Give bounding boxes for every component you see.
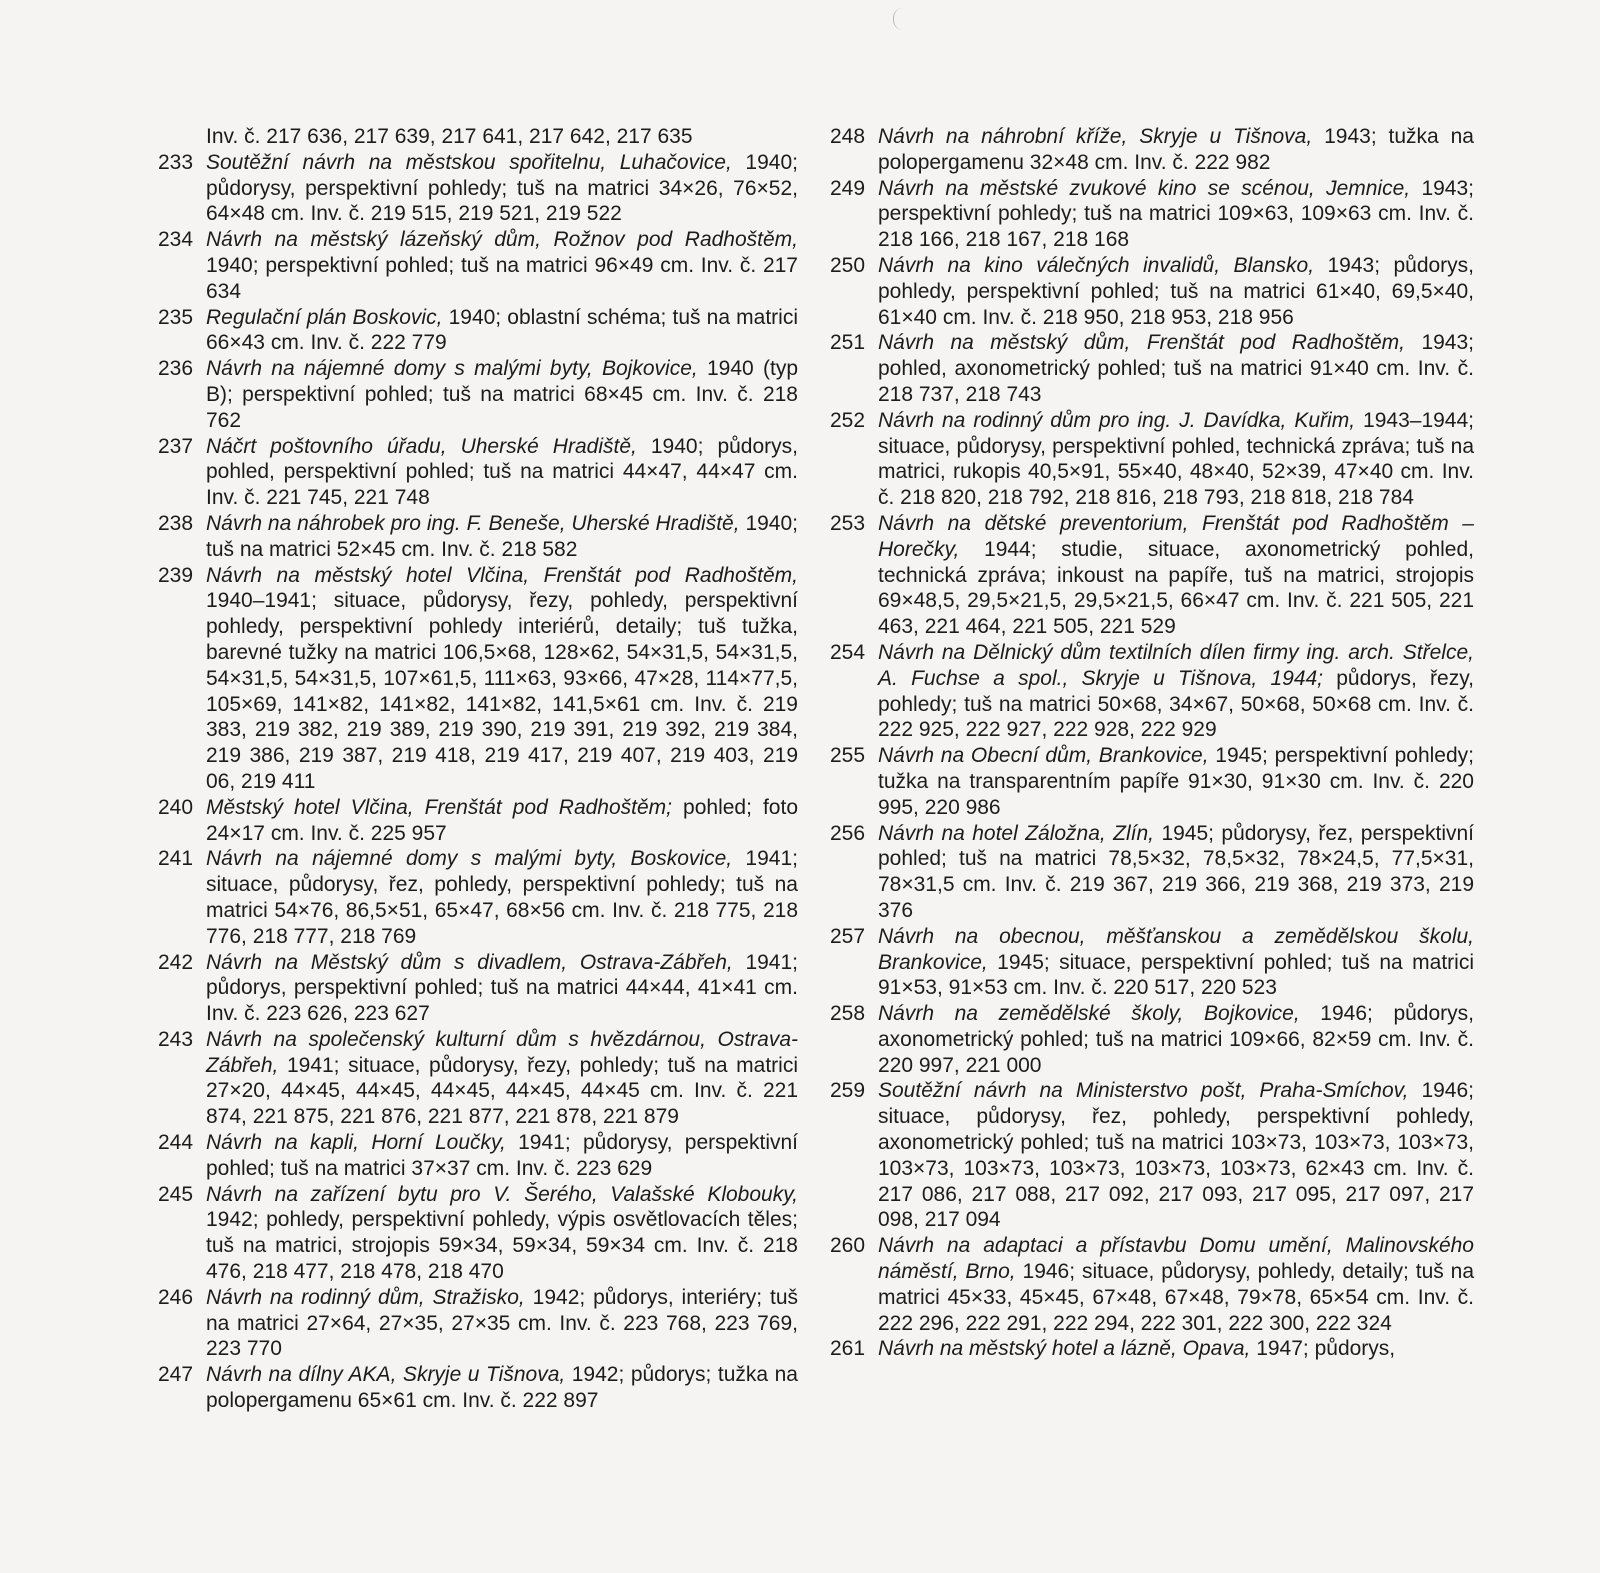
entry-number: 257 xyxy=(830,924,866,948)
entry-details: 1940–1941; situace, půdorysy, řezy, pohledy, perspektivní pohledy, perspektivní pohledy interiérů, detaily; tuš tužka, barevné tužky na matrici 106,5×68, 128×62, 54×31,5, 54×31,5, 54×31,5, 54×31,5, 107×61,5, 111×63, 93×66, 47×28, 114×77,5, 105×69, 141×82, 141×82, 141×82, 141,5×61 cm. Inv. č. 219 383, 219 382, 219 389, 219 390, 219 391, 219 392, 219 384, 219 386, 219 387, 219 418, 219 417, 219 407, 219 403, 219 06, 219 411 xyxy=(206,589,798,793)
entry-details: 1943; perspektivní pohledy; tuš na matrici 109×63, 109×63 cm. Inv. č. 218 166, 218 167, 218 168 xyxy=(878,176,1474,252)
entry-details: 1945; půdorysy, řez, perspektivní pohled; tuš na matrici 78,5×32, 78,5×32, 78×24,5, 77,5×31, 78×31,5 cm. Inv. č. 219 367, 219 366, 219 368, 219 373, 219 376 xyxy=(878,821,1474,922)
entry-title: Náčrt poštovního úřadu, Uherské Hradiště, xyxy=(206,434,637,458)
entry-number: 246 xyxy=(158,1285,194,1309)
entry-number: 259 xyxy=(830,1079,866,1103)
catalogue-entry xyxy=(158,1027,798,1130)
left-column xyxy=(158,124,798,1414)
entry-title: Návrh na městský lázeňský dům, Rožnov pod Radhoštěm, xyxy=(206,228,798,252)
catalogue-entry xyxy=(158,434,798,511)
entry-number: 239 xyxy=(158,563,194,587)
entry-title: Návrh na Městský dům s divadlem, Ostrava-Zábřeh, xyxy=(206,950,733,974)
entry-number: 236 xyxy=(158,357,194,381)
entry-title: Návrh na náhrobní kříže, Skryje u Tišnova, xyxy=(878,125,1313,148)
pencil-mark xyxy=(893,8,904,30)
entry-details: 1947; půdorys, xyxy=(1250,1337,1396,1361)
catalogue-entry xyxy=(830,176,1474,253)
catalogue-entry xyxy=(830,640,1474,743)
entry-title: Návrh na rodinný dům, Stražisko, xyxy=(206,1285,525,1309)
entry-title: Návrh na obecnou, měšťanskou a zemědělskou školu, Brankovice, xyxy=(878,924,1474,974)
entry-details: 1940; tuš na matrici 52×45 cm. Inv. č. 218 582 xyxy=(206,511,798,561)
entry-details: 1945; situace, perspektivní pohled; tuš na matrici 91×53, 91×53 cm. Inv. č. 220 517, 220 523 xyxy=(878,950,1474,1000)
entry-title: Návrh na městský hotel a lázně, Opava, xyxy=(878,1337,1251,1361)
catalogue-entry xyxy=(830,821,1474,924)
catalogue-entry xyxy=(158,1182,798,1285)
entry-number: 241 xyxy=(158,847,194,871)
entry-title: Návrh na kapli, Horní Loučky, xyxy=(206,1131,506,1155)
entry-title: Návrh na městský hotel Vlčina, Frenštát pod Radhoštěm, xyxy=(206,563,798,587)
entry-title: Návrh na dílny AKA, Skryje u Tišnova, xyxy=(206,1363,566,1387)
entry-details: 1942; půdorys; tužka na polopergamenu 65×61 cm. Inv. č. 222 897 xyxy=(206,1363,798,1413)
entry-details: 1943; tužka na polopergamenu 32×48 cm. Inv. č. 222 982 xyxy=(878,125,1474,174)
entry-number: 233 xyxy=(158,150,194,174)
catalogue-entry xyxy=(830,253,1474,330)
entry-number: 237 xyxy=(158,434,194,458)
entry-number: 245 xyxy=(158,1182,194,1206)
entry-details: 1942; pohledy, perspektivní pohledy, výpis osvětlovacích těles; tuš na matrici, strojopis 59×34, 59×34, 59×34 cm. Inv. č. 218 476, 218 477, 218 478, 218 470 xyxy=(206,1208,798,1284)
entry-details: 1941; půdorys, perspektivní pohled; tuš na matrici 44×44, 41×41 cm. Inv. č. 223 626, 223 627 xyxy=(206,950,798,1026)
catalogue-entry xyxy=(158,1285,798,1362)
entry-details: 1946; situace, půdorysy, řez, pohledy, perspektivní pohledy, axonometrický pohled; tuš na matrici 103×73, 103×73, 103×73, 103×73, 103×73, 103×73, 103×73, 103×73, 62×43 cm. Inv. č. 217 086, 217 088, 217 092, 217 093, 217 095, 217 097, 217 098, 217 094 xyxy=(878,1079,1474,1232)
entry-details: 1941; situace, půdorysy, řezy, pohledy; tuš na matrici 27×20, 44×45, 44×45, 44×45, 44×45, 44×45 cm. Inv. č. 221 874, 221 875, 221 876, 221 877, 221 878, 221 879 xyxy=(206,1053,798,1129)
entry-details: 1941; půdorysy, perspektivní pohled; tuš na matrici 37×37 cm. Inv. č. 223 629 xyxy=(206,1131,799,1180)
entry-details: 1941; situace, půdorysy, řez, pohledy, perspektivní pohledy; tuš na matrici 54×76, 86,5×51, 65×47, 68×56 cm. Inv. č. 218 775, 218 776, 218 777, 218 769 xyxy=(206,847,798,948)
catalogue-entry xyxy=(830,408,1474,511)
entry-details: 1940; půdorys, pohled, perspektivní pohled; tuš na matrici 44×47, 44×47 cm. Inv. č. 221 745, 221 748 xyxy=(206,434,798,510)
entry-number: 258 xyxy=(830,1002,866,1026)
entry-details: 1945; perspektivní pohledy; tužka na transparentním papíře 91×30, 91×30 cm. Inv. č. 220 995, 220 986 xyxy=(878,744,1474,819)
entry-details: 1946; půdorys, axonometrický pohled; tuš na matrici 109×66, 82×59 cm. Inv. č. 220 997, 221 000 xyxy=(878,1002,1474,1077)
entry-details: 1940; oblastní schéma; tuš na matrici 66×43 cm. Inv. č. 222 779 xyxy=(206,305,798,355)
entry-number: 250 xyxy=(830,253,866,277)
catalogue-entry xyxy=(830,1336,1474,1362)
entry-title: Návrh na nájemné domy s malými byty, Boskovice, xyxy=(206,847,733,871)
catalogue-entry xyxy=(830,1001,1474,1078)
catalogue-entry xyxy=(158,1130,798,1182)
entry-number: 251 xyxy=(830,331,866,355)
entry-details: 1943–1944; situace, půdorysy, perspektivní pohled, technická zpráva; tuš na matrici, rukopis 40,5×91, 55×40, 48×40, 52×39, 47×40 cm. Inv. č. 218 820, 218 792, 218 816, 218 793, 218 818, 218 784 xyxy=(878,408,1474,510)
catalogue-entry xyxy=(158,846,798,949)
entry-details: 1940 (typ B); perspektivní pohled; tuš na matrici 68×45 cm. Inv. č. 218 762 xyxy=(206,357,798,432)
entry-title: Návrh na zemědělské školy, Bojkovice, xyxy=(878,1002,1300,1026)
entry-number: 261 xyxy=(830,1337,866,1361)
entry-title: Návrh na společenský kulturní dům s hvězdárnou, Ostrava-Zábřeh, xyxy=(206,1027,798,1077)
entry-number: 244 xyxy=(158,1131,194,1155)
entry-number: 234 xyxy=(158,228,194,252)
catalogue-entry xyxy=(158,227,798,304)
catalogue-entry xyxy=(830,1078,1474,1233)
entry-details: pohled; foto 24×17 cm. Inv. č. 225 957 xyxy=(206,795,798,845)
catalogue-entry xyxy=(830,1233,1474,1336)
catalogue-entry xyxy=(830,124,1474,176)
catalogue-entry xyxy=(158,305,798,357)
catalogue-entry xyxy=(158,511,798,563)
entry-number: 242 xyxy=(158,950,194,974)
entry-details: 1943; půdorys, pohledy, perspektivní pohled; tuš na matrici 61×40, 69,5×40, 61×40 cm. Inv. č. 218 950, 218 953, 218 956 xyxy=(878,253,1475,329)
entry-title: Návrh na náhrobek pro ing. F. Beneše, Uherské Hradiště, xyxy=(206,511,740,535)
entry-title: Soutěžní návrh na Ministerstvo pošt, Praha-Smíchov, xyxy=(878,1079,1409,1103)
entry-title: Návrh na kino válečných invalidů, Blansko, xyxy=(878,253,1315,277)
entry-details: 1943; pohled, axonometrický pohled; tuš na matrici 91×40 cm. Inv. č. 218 737, 218 743 xyxy=(878,331,1474,406)
entry-details: Inv. č. 217 636, 217 639, 217 641, 217 642, 217 635 xyxy=(206,125,693,148)
catalogue-entry xyxy=(158,795,798,847)
catalogue-entry xyxy=(830,743,1474,820)
entry-title: Soutěžní návrh na městskou spořitelnu, Luhačovice, xyxy=(206,150,732,174)
catalogue-entry xyxy=(158,150,798,227)
entry-number: 235 xyxy=(158,305,194,329)
entry-number: 253 xyxy=(830,511,866,535)
entry-details: 1944; studie, situace, axonometrický pohled, technická zpráva; inkoust na papíře, tuš na matrici, strojopis 69×48,5, 29,5×21,5, 29,5×21,5, 66×47 cm. Inv. č. 221 505, 221 463, 221 464, 221 505, 221 529 xyxy=(878,537,1474,639)
entry-number: 256 xyxy=(830,821,866,845)
entry-title: Návrh na Dělnický dům textilních dílen firmy ing. arch. Střelce, A. Fuchse a spol., Skryje u Tišnova, 1944; xyxy=(878,640,1474,690)
catalogue-entry xyxy=(830,330,1474,407)
entry-title: Návrh na rodinný dům pro ing. J. Davídka, Kuřim, xyxy=(878,408,1356,432)
entry-details: půdorys, řezy, pohledy; tuš na matrici 50×68, 34×67, 50×68, 50×68 cm. Inv. č. 222 925, 222 927, 222 928, 222 929 xyxy=(878,666,1474,742)
catalogue-entry xyxy=(158,950,798,1027)
entry-title: Návrh na městské zvukové kino se scénou, Jemnice, xyxy=(878,176,1411,200)
entry-details: 1940; perspektivní pohled; tuš na matrici 96×49 cm. Inv. č. 217 634 xyxy=(206,253,798,303)
entry-number: 238 xyxy=(158,511,194,535)
entry-number: 243 xyxy=(158,1027,194,1051)
catalogue-entry xyxy=(158,124,798,150)
catalogue-entry xyxy=(830,511,1474,640)
catalogue-entry xyxy=(158,356,798,433)
entry-title: Návrh na dětské preventorium, Frenštát pod Radhoštěm – Horečky, xyxy=(878,511,1474,561)
entry-title: Návrh na městský dům, Frenštát pod Radhoštěm, xyxy=(878,331,1405,355)
entry-number: 260 xyxy=(830,1234,866,1258)
catalogue-entry xyxy=(158,1362,798,1414)
entry-title: Návrh na hotel Záložna, Zlín, xyxy=(878,821,1155,845)
entry-title: Návrh na adaptaci a přístavbu Domu umění, Malinovského náměstí, Brno, xyxy=(878,1234,1474,1284)
entry-title: Návrh na Obecní dům, Brankovice, xyxy=(878,744,1209,768)
entry-title: Návrh na nájemné domy s malými byty, Bojkovice, xyxy=(206,357,698,381)
catalogue-entry xyxy=(158,563,798,795)
entry-number: 254 xyxy=(830,640,866,664)
entry-title: Návrh na zařízení bytu pro V. Šerého, Valašské Klobouky, xyxy=(206,1182,798,1206)
entry-number: 249 xyxy=(830,176,866,200)
entry-details: 1940; půdorysy, perspektivní pohledy; tuš na matrici 34×26, 76×52, 64×48 cm. Inv. č. 219 515, 219 521, 219 522 xyxy=(206,150,798,226)
entry-number: 240 xyxy=(158,795,194,819)
entry-details: 1946; situace, půdorysy, pohledy, detaily; tuš na matrici 45×33, 45×45, 67×48, 67×48, 79×78, 65×54 cm. Inv. č. 222 296, 222 291, 222 294, 222 301, 222 300, 222 324 xyxy=(878,1260,1475,1335)
right-column xyxy=(830,124,1474,1362)
catalogue-entry xyxy=(830,924,1474,1001)
entry-number: 252 xyxy=(830,408,866,432)
entry-number: 255 xyxy=(830,744,866,768)
entry-title: Regulační plán Boskovic, xyxy=(206,305,443,329)
entry-number: 247 xyxy=(158,1363,194,1387)
entry-details: 1942; půdorys, interiéry; tuš na matrici 27×64, 27×35, 27×35 cm. Inv. č. 223 768, 223 769, 223 770 xyxy=(206,1285,798,1361)
entry-number: 248 xyxy=(830,125,866,148)
entry-title: Městský hotel Vlčina, Frenštát pod Radhoštěm; xyxy=(206,795,673,819)
